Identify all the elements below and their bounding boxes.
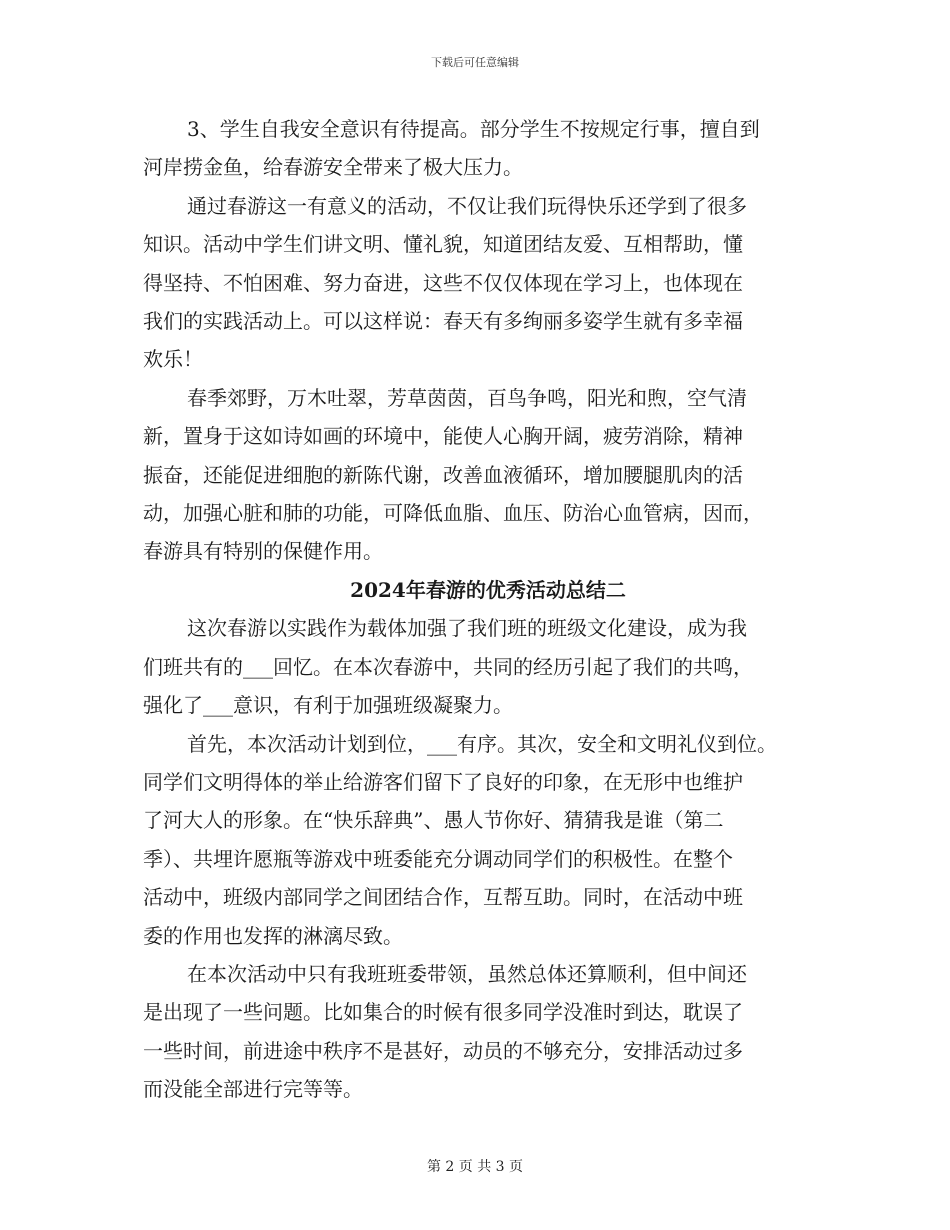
body-line: 3、学生自我安全意识有待提高。部分学生不按规定行事，擅自到 [187,117,760,141]
body-line: 首先，本次活动计划到位，___有序。其次，安全和文明礼仪到位。 [187,731,777,756]
page-header-note: 下载后可任意编辑 [431,56,519,69]
body-line: 知识。活动中学生们讲文明、懂礼貌，知道团结友爱、互相帮助，懂 [143,232,743,257]
body-line: 春季郊野，万木吐翠，芳草茵茵，百鸟争鸣，阳光和煦，空气清 [187,385,747,410]
body-line: 季）、共埋许愿瓶等游戏中班委能充分调动同学们的积极性。在整个 [143,846,733,871]
body-line: 得坚持、不怕困难、努力奋进，这些不仅仅体现在学习上，也体现在 [143,270,743,295]
body-line: 振奋，还能促进细胞的新陈代谢，改善血液循环，增加腰腿肌肉的活 [143,462,743,487]
section-heading: 2024年春游的优秀活动总结二 [350,577,626,602]
body-line: 我们的实践活动上。可以这样说：春天有多绚丽多姿学生就有多幸福 [143,309,743,334]
body-line: 动，加强心脏和肺的功能，可降低血脂、血压、防治心血管病，因而， [143,501,763,526]
body-line: 活动中，班级内部同学之间团结合作，互帮互助。同时，在活动中班 [143,885,743,910]
body-line: 这次春游以实践作为载体加强了我们班的班级文化建设，成为我 [187,616,747,641]
body-line: 们班共有的___回忆。在本次春游中，共同的经历引起了我们的共鸣， [143,654,753,679]
body-line: 在本次活动中只有我班班委带领，虽然总体还算顺利，但中间还 [187,961,747,986]
body-line: 是出现了一些问题。比如集合的时候有很多同学没准时到达，耽误了 [143,1000,743,1025]
body-line: 一些时间，前进途中秩序不是甚好，动员的不够充分，安排活动过多 [143,1038,743,1063]
body-line: 而没能全部进行完等等。 [143,1077,363,1102]
body-line: 欢乐！ [143,347,203,372]
body-line: 新，置身于这如诗如画的环境中，能使人心胸开阔，疲劳消除，精神 [143,424,743,449]
body-line: 春游具有特别的保健作用。 [143,539,383,564]
body-line: 委的作用也发挥的淋漓尽致。 [143,923,403,948]
body-line: 通过春游这一有意义的活动，不仅让我们玩得快乐还学到了很多 [187,193,747,218]
document-body [143,110,823,1109]
body-line: 了河大人的形象。在“快乐辞典”、愚人节你好、猜猜我是谁（第二 [143,808,724,833]
body-line: 强化了___意识，有利于加强班级凝聚力。 [143,693,513,718]
body-line: 河岸捞金鱼，给春游安全带来了极大压力。 [143,155,523,180]
body-line: 同学们文明得体的举止给游客们留下了良好的印象，在无形中也维护 [143,769,743,794]
page-number: 第 2 页 共 3 页 [426,1159,524,1175]
